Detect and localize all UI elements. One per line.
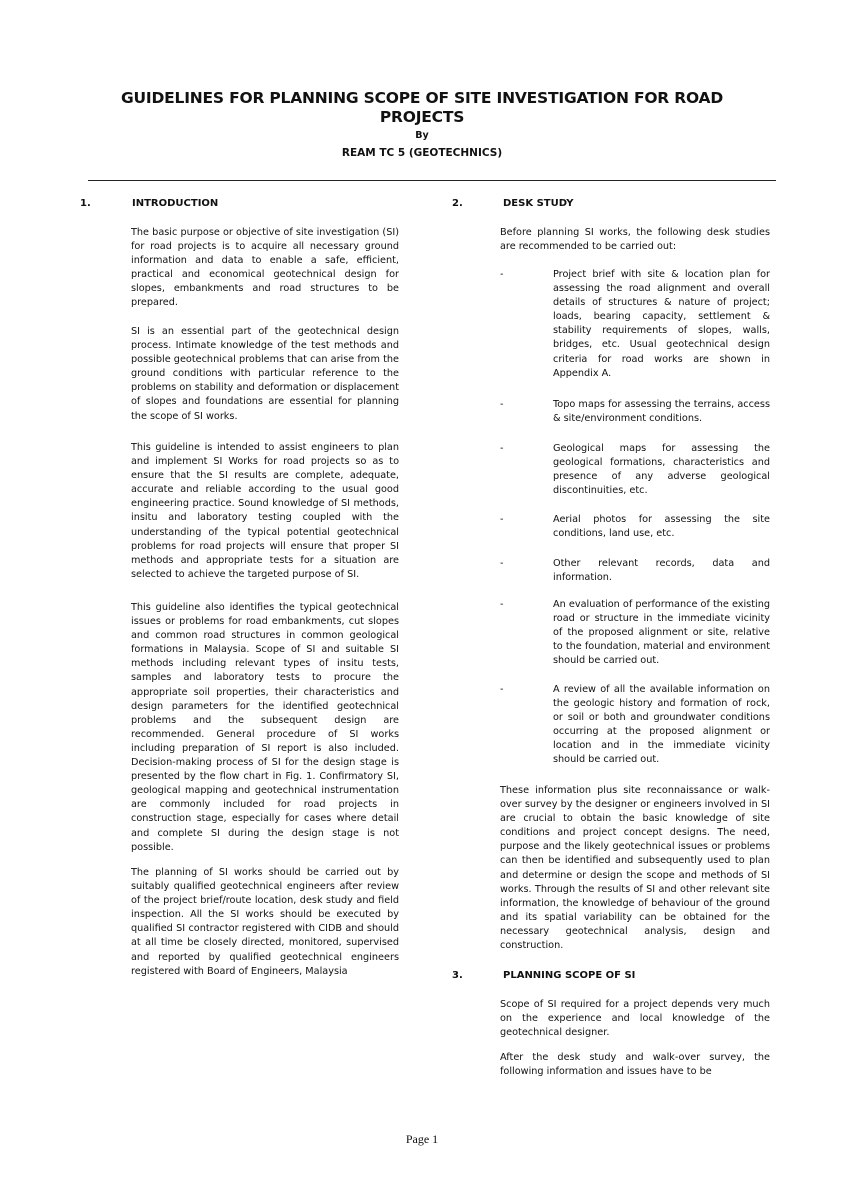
section-1-body <box>131 325 399 424</box>
section-2-heading: DESK STUDY <box>503 198 574 209</box>
bullet-list <box>500 398 770 426</box>
bullet-list <box>500 268 770 381</box>
section-3-body <box>500 1051 770 1079</box>
paragraph: This guideline also identifies the typical geotechnical issues or problems for road embankments, cut slopes and common road structures in common geological formations in Malaysia. Scope of SI and suitable SI methods including relevant types of insitu tests, samples and laboratory tests to procure the appropriate soil properties, their characteristics and design parameters for the identified geotechnical problems and the subsequent design are recommended. General procedure of SI works including preparation of SI report is also included. Decision-making process of SI for the design stage is presented by the flow chart in Fig. 1. Confirmatory SI, geological mapping and geotechnical instrumentation are commonly included for road projects in construction stage, especially for cases where detail and complete SI during the design stage is not possible. <box>131 602 399 853</box>
section-3-heading: PLANNING SCOPE OF SI <box>503 970 636 981</box>
list-item: - Project brief with site & location plan for assessing the road alignment and overall details of structures & nature of project; loads, bearing capacity, settlement & stability requirements of slopes, walls, bridges, etc. Usual geotechnical design criteria for road works are shown in Appendix A. <box>500 269 770 379</box>
list-item: - Topo maps for assessing the terrains, access & site/environment conditions. <box>500 399 770 425</box>
section-1-body <box>131 866 399 979</box>
bullet-dash: - <box>500 514 504 525</box>
list-item: - An evaluation of performance of the existing road or structure in the immediate vicinity of the proposed alignment or site, relative to the foundation, material and environment should be carried out. <box>500 599 770 667</box>
list-item: - Aerial photos for assessing the site conditions, land use, etc. <box>500 514 770 540</box>
section-1-body <box>131 441 399 582</box>
bullet-list <box>500 513 770 541</box>
header-divider <box>88 180 776 181</box>
page-number: Page 1 <box>405 1132 439 1146</box>
document-title <box>70 89 774 127</box>
title-line-2: PROJECTS <box>379 108 465 126</box>
author: REAM TC 5 (GEOTECHNICS) <box>341 147 503 159</box>
paragraph: This guideline is intended to assist engineers to plan and implement SI Works for road projects so as to ensure that the SI results are complete, adequate, accurate and reliable according to the usual good engineering practice. Sound knowledge of SI methods, insitu and laboratory testing coupled with the understanding of the typical potential geotechnical problems for road projects will ensure that proper SI methods and appropriate tests for a situation are selected to achieve the targeted purpose of SI. <box>131 442 399 580</box>
bullet-dash: - <box>500 269 504 280</box>
paragraph: After the desk study and walk-over survey, the following information and issues have to be <box>500 1052 770 1078</box>
section-1-body <box>131 601 399 855</box>
bullet-dash: - <box>500 399 504 410</box>
paragraph: The planning of SI works should be carried out by suitably qualified geotechnical engineers after review of the project brief/route location, desk study and field inspection. All the SI works should be executed by qualified SI contractor registered with CIDB and should at all time be closely directed, monitored, supervised and reported by qualified geotechnical engineers registered with Board of Engineers, Malaysia <box>131 867 399 977</box>
section-2-closing: These information plus site reconnaissance or walk-over survey by the designer or engineers involved in SI are crucial to obtain the basic knowledge of site conditions and project concept designs. The need, purpose and the likely geotechnical issues or problems can then be identified and subsequently used to plan and determine or design the scope and methods of SI works. Through the results of SI and other relevant site information, the knowledge of behaviour of the ground and its spatial variability can be obtained for the necessary geotechnical analysis, design and construction. <box>500 785 770 952</box>
bullet-list <box>500 683 770 768</box>
list-item: - A review of all the available information on the geologic history and formation of rock, or soil or both and groundwater conditions occurring at the proposed alignment or location and in the immediate vicinity should be carried out. <box>500 684 770 766</box>
section-2-number: 2. <box>452 198 463 209</box>
paragraph: SI is an essential part of the geotechnical design process. Intimate knowledge of the test methods and possible geotechnical problems that can arise from the ground conditions with particular reference to the problems on stability and deformation or displacement of slopes and foundations are essential for planning the scope of SI works. <box>131 326 399 422</box>
section-1-body <box>131 226 399 311</box>
bullet-dash: - <box>500 443 504 454</box>
by-line: By <box>415 130 429 141</box>
bullet-list <box>500 557 770 585</box>
section-3-number: 3. <box>452 970 463 981</box>
bullet-dash: - <box>500 558 504 569</box>
bullet-list <box>500 442 770 498</box>
paragraph: The basic purpose or objective of site investigation (SI) for road projects is to acquire all necessary ground information and data to enable a safe, efficient, practical and economical geotechnical design for slopes, embankments and road structures to be prepared. <box>131 227 399 309</box>
bullet-list <box>500 598 770 668</box>
bullet-dash: - <box>500 684 504 695</box>
section-1-number: 1. <box>80 198 91 209</box>
paragraph: Scope of SI required for a project depends very much on the experience and local knowledge of the geotechnical designer. <box>500 999 770 1039</box>
list-item: - Geological maps for assessing the geological formations, characteristics and presence of any adverse geological discontinuities, etc. <box>500 443 770 497</box>
title-line-1: GUIDELINES FOR PLANNING SCOPE OF SITE INVESTIGATION FOR ROAD <box>120 89 723 107</box>
section-1-heading: INTRODUCTION <box>132 198 219 209</box>
list-item: - Other relevant records, data and information. <box>500 558 770 584</box>
section-3-body <box>500 998 770 1040</box>
bullet-dash: - <box>500 599 504 610</box>
section-2-intro: Before planning SI works, the following desk studies are recommended to be carried out: <box>500 227 770 253</box>
